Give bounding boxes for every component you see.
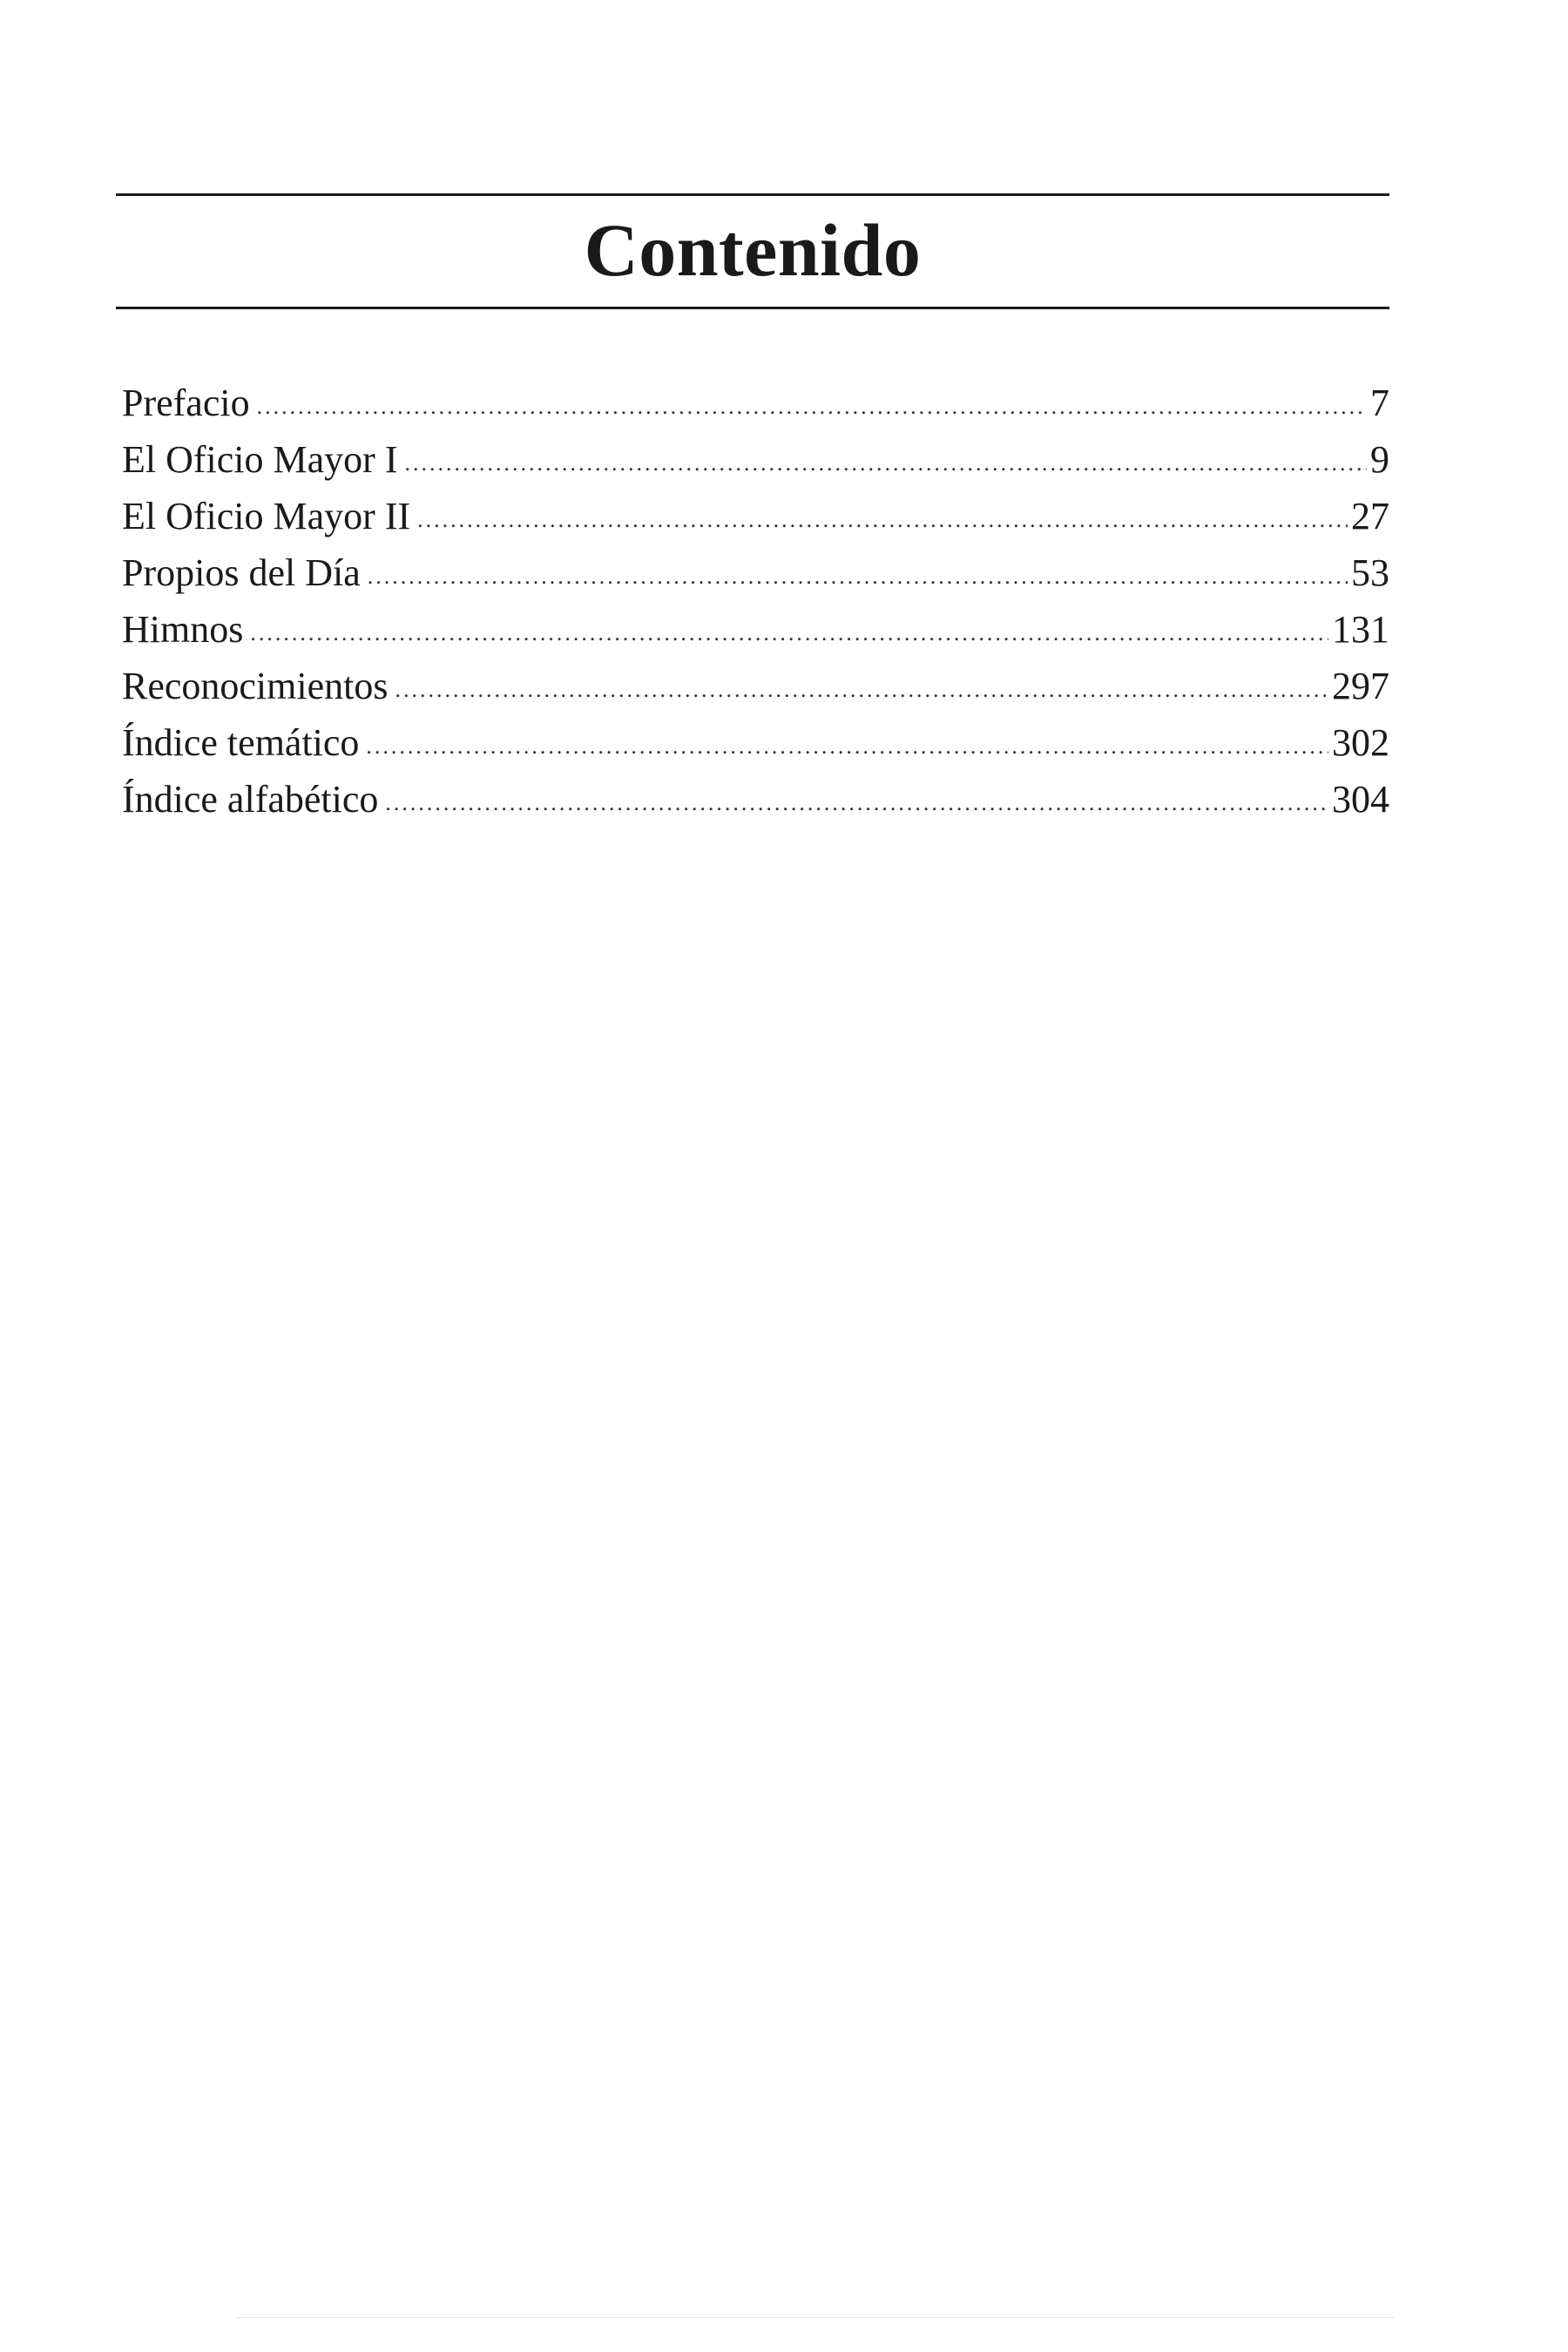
toc-entry-page: 302 — [1332, 721, 1389, 764]
toc-dot-leader — [385, 774, 1328, 831]
title-bottom-rule — [116, 307, 1389, 309]
toc-entry[interactable] — [122, 714, 1389, 771]
toc-entry-label: Prefacio — [122, 382, 250, 424]
toc-entry-page: 9 — [1370, 438, 1389, 481]
toc-dot-leader — [417, 491, 1348, 548]
toc-entry-page: 131 — [1332, 608, 1389, 651]
scan-edge-line — [235, 2317, 1394, 2318]
toc-dot-leader — [395, 661, 1329, 718]
toc-entry-page: 304 — [1332, 778, 1389, 821]
toc-entry[interactable] — [122, 544, 1389, 601]
toc-entry-page: 27 — [1351, 495, 1389, 537]
toc-dot-leader — [368, 548, 1348, 605]
toc-dot-leader — [404, 435, 1367, 491]
toc-entry-label: El Oficio Mayor I — [122, 438, 398, 481]
toc-entry[interactable] — [122, 601, 1389, 658]
toc-entry[interactable] — [122, 488, 1389, 544]
toc-entry-label: Propios del Día — [122, 551, 361, 594]
toc-entry-label: Reconocimientos — [122, 665, 389, 707]
toc-entry[interactable] — [122, 658, 1389, 714]
toc-entry[interactable] — [122, 375, 1389, 431]
toc-entry-label: Índice temático — [122, 721, 360, 764]
toc-entry-page: 53 — [1351, 551, 1389, 594]
toc-entry-label: Himnos — [122, 608, 244, 651]
toc-entry-page: 7 — [1370, 382, 1389, 424]
toc-entry-label: El Oficio Mayor II — [122, 495, 411, 537]
toc-dot-leader — [366, 718, 1328, 774]
toc-entry[interactable] — [122, 431, 1389, 488]
toc-entry-label: Índice alfabético — [122, 778, 379, 821]
toc-entry-page: 297 — [1332, 665, 1389, 707]
toc-entry[interactable] — [122, 771, 1389, 828]
table-of-contents — [122, 375, 1389, 828]
page-title: Contenido — [584, 208, 922, 292]
toc-dot-leader — [250, 605, 1328, 661]
title-top-rule — [116, 193, 1389, 196]
toc-dot-leader — [257, 378, 1367, 435]
